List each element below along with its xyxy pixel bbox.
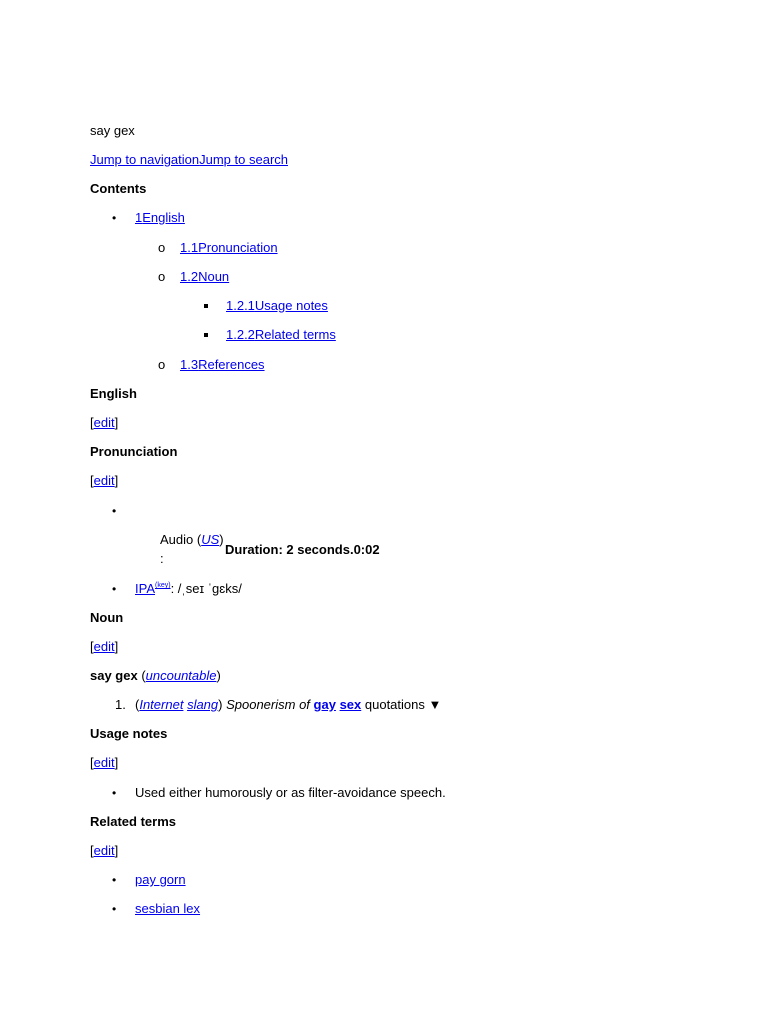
- section-heading-usage-notes: Usage notes: [90, 726, 168, 741]
- edit-link[interactable]: edit: [93, 755, 115, 770]
- related-term-link[interactable]: sesbian lex: [135, 901, 201, 916]
- section-heading-related-terms: Related terms: [90, 814, 176, 829]
- slang-link[interactable]: slang: [187, 697, 219, 712]
- edit-section-noun: [edit]: [90, 639, 119, 654]
- toc-item-pronunciation[interactable]: 1.1Pronunciation: [180, 240, 278, 255]
- square-bullet-icon: [204, 304, 208, 308]
- audio-label: Audio (US): [160, 532, 224, 547]
- bullet-icon: •: [112, 902, 117, 916]
- bullet-icon: •: [112, 786, 117, 800]
- bullet-icon: •: [112, 582, 117, 596]
- edit-link[interactable]: edit: [93, 639, 115, 654]
- circle-bullet-icon: o: [158, 269, 166, 284]
- toc-item-english[interactable]: 1English: [135, 210, 185, 225]
- edit-section-english: [edit]: [90, 415, 119, 430]
- uncountable-link[interactable]: uncountable: [145, 668, 217, 683]
- edit-link[interactable]: edit: [93, 843, 115, 858]
- internet-link[interactable]: Internet: [139, 697, 184, 712]
- sex-link[interactable]: sex: [339, 697, 362, 712]
- toc-item-usage-notes[interactable]: 1.2.1Usage notes: [226, 298, 328, 313]
- edit-section-pronunciation: [edit]: [90, 473, 119, 488]
- definition-number: 1.: [115, 697, 126, 712]
- section-heading-english: English: [90, 386, 137, 401]
- bullet-icon: •: [112, 873, 117, 887]
- edit-section-usage-notes: [edit]: [90, 755, 119, 770]
- related-term-link[interactable]: pay gorn: [135, 872, 186, 887]
- jump-to-navigation-link[interactable]: Jump to navigation: [90, 152, 200, 167]
- audio-us-link[interactable]: US: [201, 532, 220, 547]
- ipa-value: : /ˌseɪ ˈɡɛks/: [170, 581, 242, 596]
- quotations-toggle[interactable]: quotations ▼: [361, 697, 442, 712]
- edit-section-related-terms: [edit]: [90, 843, 119, 858]
- headword: say gex: [90, 668, 138, 683]
- page-title: say gex: [90, 123, 135, 138]
- headword-line: say gex (uncountable): [90, 668, 221, 683]
- circle-bullet-icon: o: [158, 240, 166, 255]
- audio-colon: :: [160, 551, 164, 566]
- jump-to-search-link[interactable]: Jump to search: [199, 152, 288, 167]
- toc-item-noun[interactable]: 1.2Noun: [180, 269, 230, 284]
- usage-note-text: Used either humorously or as filter-avoidance speech.: [135, 785, 446, 800]
- bullet-icon: •: [112, 504, 117, 518]
- section-heading-pronunciation: Pronunciation: [90, 444, 178, 459]
- square-bullet-icon: [204, 333, 208, 337]
- ipa-key-link[interactable]: (key): [155, 582, 171, 589]
- gay-link[interactable]: gay: [313, 697, 336, 712]
- section-heading-noun: Noun: [90, 610, 124, 625]
- jump-links: [90, 152, 288, 168]
- circle-bullet-icon: o: [158, 357, 166, 372]
- bullet-icon: •: [112, 211, 117, 225]
- toc-item-related-terms[interactable]: 1.2.2Related terms: [226, 327, 336, 342]
- edit-link[interactable]: edit: [93, 473, 115, 488]
- edit-link[interactable]: edit: [93, 415, 115, 430]
- toc-item-references[interactable]: 1.3References: [180, 357, 265, 372]
- audio-duration[interactable]: Duration: 2 seconds.0:02: [225, 542, 380, 557]
- definition-line: (Internet slang) Spoonerism of gay sex quotations ▼: [135, 697, 442, 712]
- contents-heading: Contents: [90, 181, 147, 196]
- ipa-line: [135, 581, 242, 597]
- ipa-link[interactable]: IPA: [135, 581, 155, 596]
